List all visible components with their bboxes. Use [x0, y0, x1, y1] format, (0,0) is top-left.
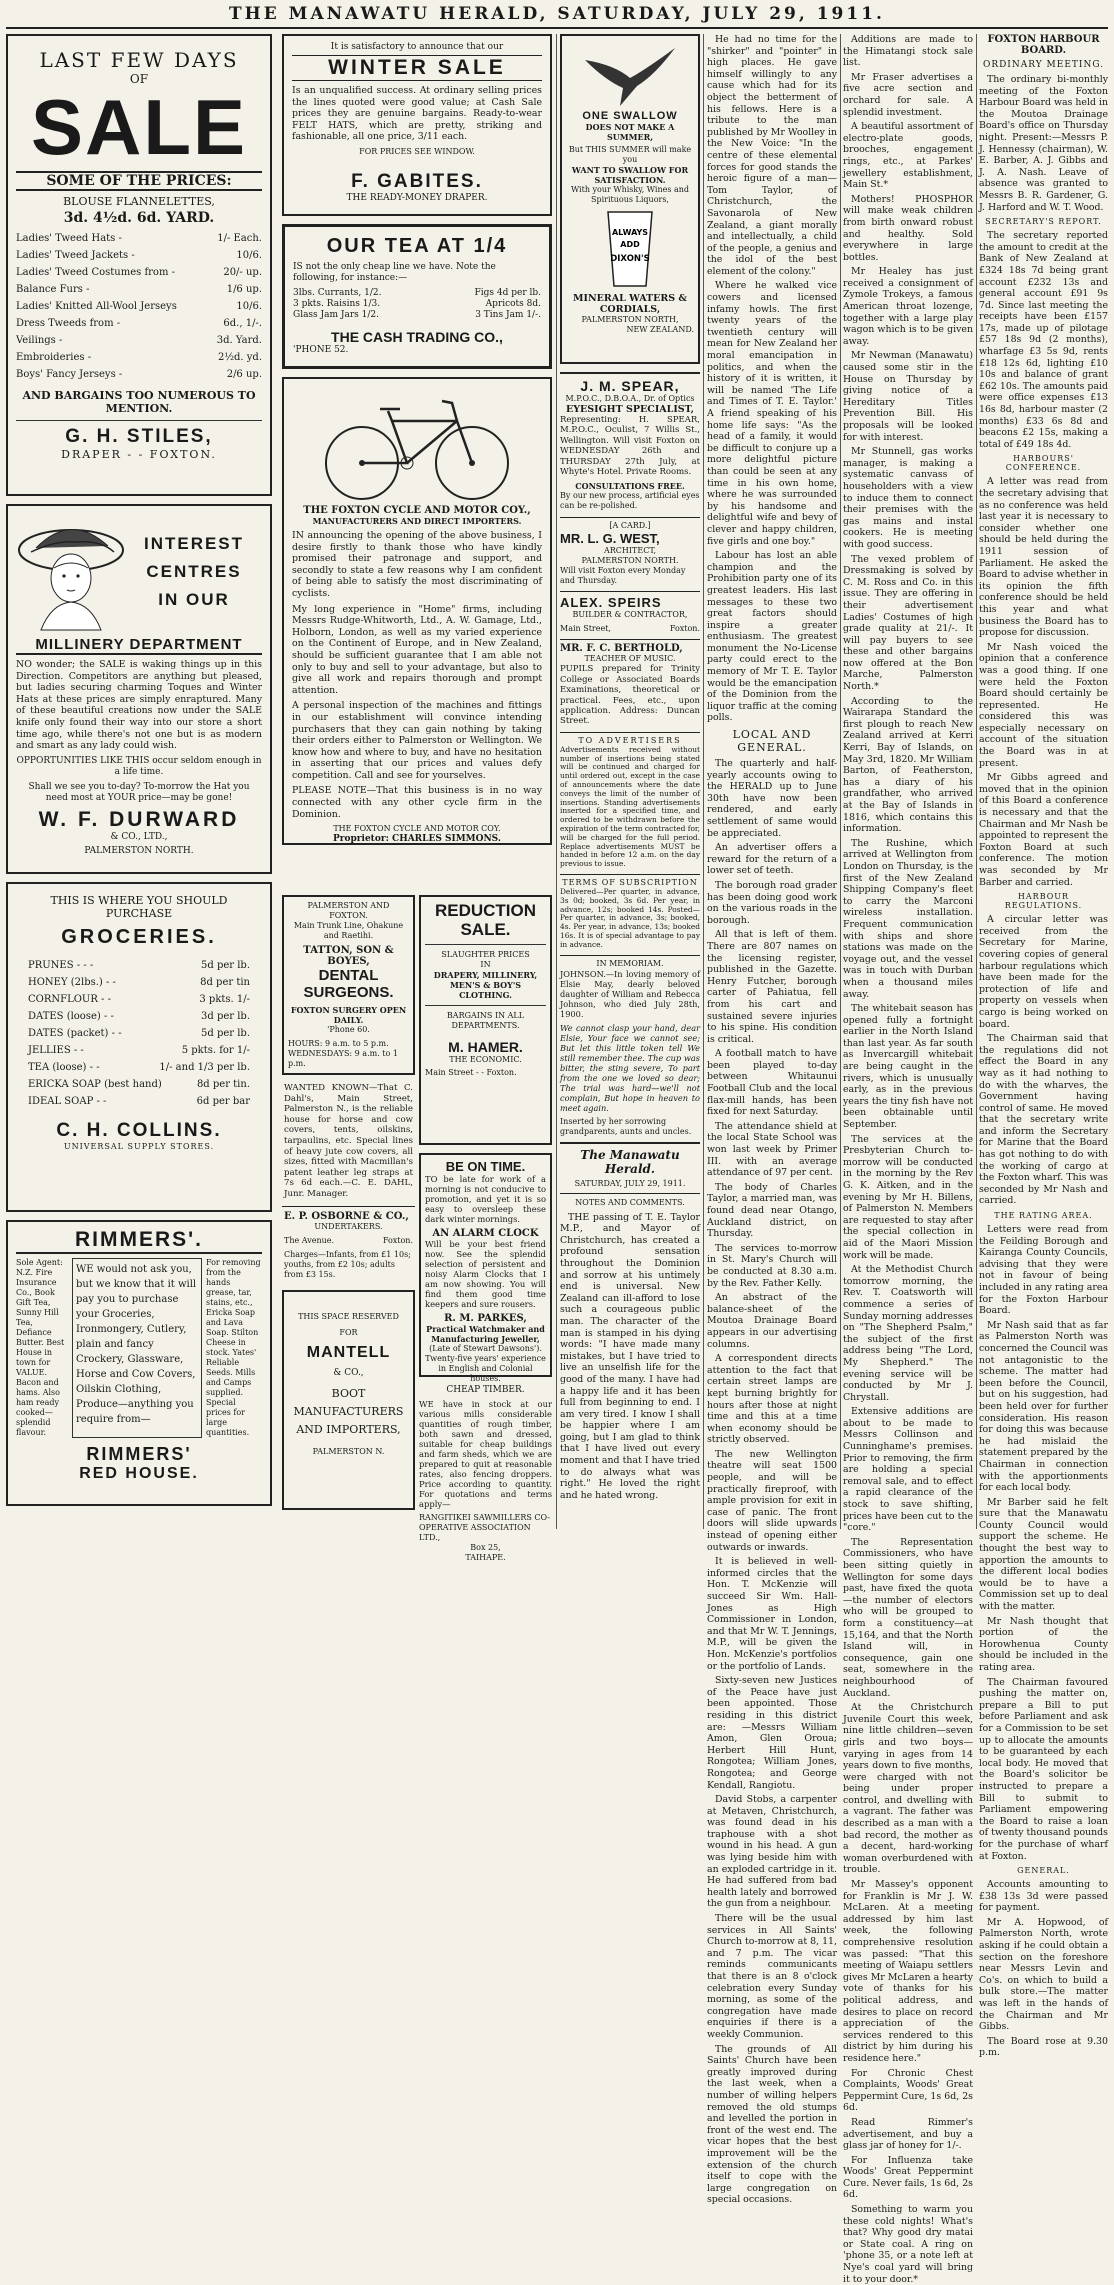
- spear-title: EYESIGHT SPECIALIST,: [566, 404, 694, 415]
- stiles-blouse: BLOUSE FLANNELETTES,: [63, 195, 215, 208]
- column-4: [707, 34, 837, 2206]
- herald-story-start: [560, 1212, 700, 1502]
- ontime-body: TO be late for work of a morning is not conducive to promotion, and yet it is so easy to oversleep these dark winter mornings.: [425, 1174, 546, 1224]
- herald-p3: Where he walked vice cowers and licensed infamy howls. The first twenty years of the twentieth century will mean for New Zealand her moral emancipation in politics, and when the history of it is written, it will be named 'The Life and Times of T. E. Taylor.' A friend speaking of his home life says: "As the head of a family, it would be difficult to conjure up a more delightful picture than could be seen at any time in his own home, where he was surrounded by his handsome and delightful wife and bevy of clever and happy children, five girls and one boy.": [707, 280, 837, 547]
- tatton-ad: [282, 895, 415, 1075]
- timber-body: WE have in stock at our various mills considerable quantities of rough timber, both sawn and dressed, suitable for cheap buildings and farm sheds, which we are prepared to quit at reasonable rates, also fencing droppers. Price according to quantity. For quotations and terms apply—: [419, 1399, 552, 1509]
- tea-head: OUR TEA AT 1/4: [326, 235, 508, 257]
- col6-p7: Mr Stunnell, gas works manager, is making a systematic canvass of householders with a view to induce them to connect their premises with the gas mains and instal cookers. He is meeting with good success.: [843, 446, 973, 550]
- herald-title: The Manawatu Herald.: [580, 1147, 680, 1176]
- stiles-ad: [6, 34, 272, 496]
- durward-place: PALMERSTON NORTH.: [84, 845, 194, 856]
- tea-ad: [282, 224, 552, 369]
- tea-phone: 'PHONE 52.: [293, 345, 349, 355]
- column-2-ads: [282, 34, 552, 854]
- harbour-p9: Mr Nash said that as far as Palmerston North was concerned the Council was not antagonistic to the scheme. The matter had been before the Council, but on his suggestion, had been held over for further consideration. His reason for doing this was because he had mislaid the statement prepared by the Chairman in connection with the apportionments for each local body.: [979, 1319, 1108, 1494]
- cycle-p3: A personal inspection of the machines and fittings in our establishment will convince intending purchasers that they can gain nothing by taking their orders either to Palmerston or Wellington. We know how and where to buy, and have no hesitation in asserting that our prices and values defy competition. Call and see for yourselves.: [292, 700, 542, 781]
- tea-r2: Apricots 8d.: [485, 299, 541, 309]
- west-visit: Will visit Foxton every Monday and Thursday.: [560, 566, 686, 586]
- col6-p15: The Representation Commissioners, who have been sitting quietly in Wellington for some days past, have fixed the quota—the number of electors who will be grouped to form a constituency—at 15,164, and that the North Island will, in consequence, gain one seat, somewhere in the neighbourhood of Auckland.: [843, 1536, 973, 1699]
- spear-tail: By our new process, artificial eyes can be re-polished.: [560, 491, 700, 511]
- swallow-nz: NEW ZEALAND.: [626, 325, 694, 334]
- tea-name: THE CASH TRADING CO.,: [331, 329, 503, 345]
- harbour-p4: Mr Nash voiced the opinion that a conference was a good thing. If one were held the Foxton Board should certainly be represented. He considered this was especially necessary on account of the situation the Board was in at present.: [979, 641, 1108, 769]
- collins-price-row: [28, 1025, 250, 1042]
- collins-name: C. H. COLLINS.: [56, 1120, 222, 1141]
- local-6: The attendance shield at the local State School was won last week by Primer III. with an average attendance of 97 per cent.: [707, 1120, 837, 1179]
- stiles-price-price: 6d., 1/-.: [223, 318, 262, 329]
- gabites-name: F. GABITES.: [351, 170, 483, 192]
- tatton-name: TATTON, SON & BOYES,: [303, 945, 394, 967]
- stiles-price-price: 1/- Each.: [217, 233, 262, 244]
- timber-head: CHEAP TIMBER.: [446, 1385, 525, 1395]
- collins-price-row: [28, 957, 250, 974]
- col6-p1: Additions are made to the Himatangi stock sale list.: [843, 34, 973, 69]
- hamer-name: M. HAMER.: [448, 1039, 523, 1055]
- cycle-foot: THE FOXTON CYCLE AND MOTOR COY.: [333, 824, 501, 834]
- herald-notes: NOTES AND COMMENTS.: [575, 1197, 685, 1207]
- local-14: David Stobs, a carpenter at Metaven, Christchurch, was found dead in his traphouse with a shot wound in his head. A gun was lying beside him with an exploded cartridge in it. He had suffered from bad health lately and borrowed the gun from a neighbour.: [707, 1794, 837, 1910]
- harbour-p6: A circular letter was received from the Secretary for Marine, covering copies of general harbour regulations which have been made for the protection of life and property on vessels when cargo is being worked on board.: [979, 914, 1108, 1030]
- stiles-sale: SALE: [30, 83, 248, 171]
- stiles-price-price: 20/- up.: [223, 267, 262, 278]
- stiles-price-price: 10/6.: [236, 250, 262, 261]
- harbour-p7: The Chairman said that the regulations did not effect the Board in any way as it had nothing to do with the wharves, the Government having control of same. He moved that the secretary write and inform the Secretary for Marine that the Board has got nothing to do with the working of cargo at the Foxton wharf. This was seconded by Mr Nash and carried.: [979, 1033, 1108, 1207]
- bicycle-illustration: [312, 385, 522, 505]
- tea-r1: Figs 4d per lb.: [474, 288, 541, 298]
- tea-l2: 3 pkts. Raisins 1/3.: [293, 299, 381, 309]
- tatton-sub: FOXTON SURGERY OPEN DAILY.: [290, 1005, 407, 1025]
- subscription-head: TERMS OF SUBSCRIPTION: [562, 878, 698, 888]
- herald-nameplate: [560, 1142, 700, 1194]
- stiles-price-item: Balance Furs -: [16, 284, 90, 295]
- column-rule: [703, 34, 704, 1529]
- swallow-illustration: [575, 40, 685, 110]
- collins-price-row: [28, 991, 250, 1008]
- mantell-trade: BOOT MANUFACTURERS AND IMPORTERS,: [293, 1386, 404, 1436]
- local-16: The grounds of All Saints' Church have been greatly improved during the last week, when a number of willing helpers removed the old stumps and levelled the portion in front of the west end. The vicar hopes that the best improvement will be the extension of the church itself to cope with the large congregation on special occasions.: [707, 2043, 837, 2206]
- column-3: [560, 34, 700, 1529]
- stiles-price-row: [16, 247, 262, 264]
- stiles-price-price: 2/6 up.: [226, 369, 262, 380]
- col6-p10: The Rushine, which arrived at Wellington from London on Thursday, is the first of the New Zealand Shipping Company's fleet to carry the Marconi wireless installation. Frequent communication with ships and shore stations was made on the voyage out, and the vessel was in touch with Durban when a thousand miles away.: [843, 837, 973, 1000]
- advertisers-notice: [560, 732, 700, 869]
- stiles-price-item: Ladies' Knitted All-Wool Jerseys: [16, 301, 177, 312]
- speirs-title: BUILDER & CONTRACTOR,: [572, 610, 688, 620]
- tea-r3: 3 Tins Jam 1/-.: [475, 310, 541, 320]
- swallow-but: But THIS SUMMER will make you: [568, 145, 692, 164]
- harbour-p13: Accounts amounting to £38 13s 3d were passed for payment.: [979, 1879, 1108, 1914]
- collins-price-item: ERICKA SOAP (best hand): [28, 1079, 162, 1090]
- harbour-p11: Mr Nash thought that portion of the Horowhenua County should be included in the rating area.: [979, 1615, 1108, 1673]
- harbour-regs: HARBOUR REGULATIONS.: [1004, 892, 1083, 911]
- collins-price-price: 5d per lb.: [201, 960, 250, 971]
- col6-p16: At the Christchurch Juvenile Court this week, nine little children—seven girls and two boys—varying in ages from 14 years down to five months, were charged with not being under proper control, and dwelling with a vagrant. The father was described as a man with a bad record, the mother as a decent, hard-working woman overburdened with trouble.: [843, 1702, 973, 1876]
- gabites-see: FOR PRICES SEE WINDOW.: [359, 146, 475, 156]
- harbour-p1: The ordinary bi-monthly meeting of the Foxton Harbour Board was held in the Moutoa Drainage Board's office on Thursday night. Present:—Messrs P. J. Hennessy (chairman), W. E. Barber, A. J. Gibbs and J. A. Nash. Leave of absence was granted to Messrs B. R. Gardener, G. J. Harford and W. T. Wood.: [979, 74, 1108, 213]
- local-1: The quarterly and half-yearly accounts owing to the HERALD up to June 30th have now been rendered, and early settlement of same would be appreciated.: [707, 758, 837, 839]
- osborne-ad: [282, 1206, 415, 1284]
- harbour-p5: Mr Gibbs agreed and moved that in the opinion of this Board a conference is necessary and that the Chairman and Mr Nash be appointed to represent the Foxton Board at such conference. The motion was seconded by Mr Barber and carried.: [979, 772, 1108, 888]
- stiles-price-row: [16, 230, 262, 247]
- stiles-trade: DRAPER - - FOXTON.: [61, 448, 217, 461]
- col6-p6: Mr Newman (Manawatu) caused some stir in the House on Thursday by giving notice of a Hereditary Titles Prevention Bill. His proposals will be looked for with interest.: [843, 350, 973, 443]
- advertisers-head: TO ADVERTISERS: [578, 735, 682, 745]
- harbour-secretary: SECRETARY'S REPORT.: [985, 217, 1102, 227]
- collins-price-row: [28, 1093, 250, 1110]
- stiles-line2: OF: [129, 72, 149, 86]
- stiles-price-price: 2½d. yd.: [217, 352, 262, 363]
- stiles-price-row: [16, 264, 262, 281]
- collins-price-row: [28, 1059, 250, 1076]
- swallow-mineral: MINERAL WATERS & CORDIALS,: [573, 293, 687, 315]
- harbour-p10: Mr Barber said he felt sure that the Manawatu County Council would support the scheme. He thought the best way to apportion the amounts to the different local bodies would be to have a Commission set up to deal with the matter.: [979, 1496, 1108, 1613]
- stiles-price-item: Boys' Fancy Jerseys -: [16, 369, 123, 380]
- tatton-head: DENTAL SURGEONS.: [303, 967, 394, 1001]
- tea-l1: 3lbs. Currants, 1/2.: [293, 288, 382, 298]
- hamer-head2: SALE.: [460, 920, 511, 939]
- gabites-body: Is an unqualified success. At ordinary selling prices the lines quoted were good value; at Cash Sale prices they are genuine bargains. Ready-to-wear FELT HATS, which are pretty, striking and fashionable, all one price, 3/11 each.: [292, 85, 542, 143]
- durward-body: NO wonder; the SALE is waking things up in this Direction. Competitors are anything but pleased, but ladies securing charming Toques and Winter Hats at these prices are simply enraptured. Many of these beautiful creations now under the SALE knife only found their way into our store a short time ago, while there's not one but is as modern and smart as any lady could wish.: [16, 659, 262, 752]
- column-2b: [419, 895, 552, 1562]
- collins-price-price: 5 pkts. for 1/-: [181, 1045, 250, 1056]
- osborne-town: Foxton.: [382, 1235, 413, 1245]
- harbour-p12: The Chairman favoured pushing the matter on, prepare a Bill to put before Parliament and ask for a Commission to be set up to allocate the amounts to be guaranteed by each local body. He moved that the Board's solicitor be instructed to prepare a Bill to submit to Parliament empowering the Board to raise a loan of twenty thousand pounds for the purchase of wharf at Foxton.: [979, 1676, 1108, 1862]
- gabites-head: WINTER SALE: [292, 55, 542, 81]
- stiles-blouse-prices: 3d. 4½d. 6d. YARD.: [63, 210, 215, 226]
- col6-p14: Extensive additions are about to be made to Messrs Collinson and Cunninghame's premises. Prior to removing, the firm are holding a special removal sale, and to effect a rapid clearance of the stock to save shifting, prices have been cut to the "core.": [843, 1406, 973, 1534]
- col6-p8: The vexed problem of Dressmaking is solved by C. M. Ross and Co. in this issue. They are offering in their advertisement Ladies' Costumes of high grade quality at 21/-. It will pay buyers to see these and other bargains now offered at the Bon Marche, Palmerston North.*: [843, 553, 973, 693]
- osborne-tag: UNDERTAKERS.: [314, 1221, 383, 1231]
- column-rule: [976, 34, 977, 1529]
- memoriam-body: JOHNSON.—In loving memory of Elsie May, dearly beloved daughter of William and Rebecca Johnson, who died July 28th, 1900.: [560, 968, 700, 1019]
- wanted-text: WANTED KNOWN—That C. Dahl's, Main Street, Palmerston N., is the reliable house for horse and cow covers, tents, oilskins, tarpaulins, etc. Special lines of heavy jute cow covers, all sizes, fitted with Macmillan's patent leather leg straps at 7s 6d each.—C. E. DAHL, Junr. Manager.: [284, 1083, 413, 1199]
- col6-p19: Read Rimmer's advertisement, and buy a glass jar of honey for 1/-.: [843, 2116, 973, 2152]
- stiles-price-item: Dress Tweeds from -: [16, 318, 121, 329]
- column-rule: [556, 34, 557, 1529]
- collins-price-row: [28, 1008, 250, 1025]
- tatton-loc: Main Trunk Line, Ohakune and Raetihi.: [293, 921, 404, 940]
- local-11: The new Wellington theatre will seat 1500 people, and will be practically fireproof, with ample provision for exit in case of panic. The front doors will slide upwards instead of opening either outwards or inwards.: [707, 1448, 837, 1553]
- hamer-bargains: BARGAINS IN ALL DEPARTMENTS.: [446, 1011, 525, 1030]
- collins-price-item: CORNFLOUR - -: [28, 994, 111, 1005]
- harbour-p3: A letter was read from the secretary advising that as no conference was held last year it is necessary to consider whether one should be held during the 1911 session of Parliament. He asked the Board to advise whether in its opinion the fifth conference should be held this year and what business the Board has to propose for discussion.: [979, 476, 1108, 639]
- collins-price-price: 5d per lb.: [201, 1028, 250, 1039]
- herald-date: SATURDAY, JULY 29, 1911.: [574, 1178, 686, 1188]
- cycle-ad: [282, 377, 552, 845]
- collins-price-price: 1/- and 1/3 per lb.: [159, 1062, 250, 1073]
- ontime-trade: Practical Watchmaker and Manufacturing Jeweller,: [426, 1324, 545, 1344]
- harbour-general: GENERAL.: [1017, 1866, 1070, 1876]
- harbour-p14: Mr A. Hopwood, of Palmerston North, wrote asking if he could obtain a section on the foreshore near Messrs Levin and Co's. on which to build a bulk store.—The matter was left in the hands of the Chairman and Mr Gibbs.: [979, 1916, 1108, 2033]
- tatton-top: PALMERSTON AND FOXTON.: [307, 901, 390, 920]
- mantell-co: & CO.,: [333, 1367, 364, 1378]
- hamer-in: IN: [480, 960, 491, 969]
- rimmers-ad: [6, 1220, 272, 1506]
- hamer-ad: [419, 895, 552, 1145]
- stiles-price-item: Ladies' Tweed Hats -: [16, 233, 122, 244]
- local-3: The borough road grader has been doing good work on the various roads in the borough.: [707, 879, 837, 926]
- hamer-tag: THE ECONOMIC.: [449, 1055, 522, 1064]
- west-card: [A CARD.]: [609, 521, 651, 531]
- column-2a: [282, 895, 415, 1529]
- local-general-head: LOCAL AND GENERAL.: [732, 728, 812, 755]
- collins-intro: THIS IS WHERE YOU SHOULD PURCHASE: [50, 894, 228, 920]
- cycle-p4: PLEASE NOTE—That this business is in no way connected with any other cycle firm in the Dominion.: [292, 785, 542, 820]
- masthead: THE MANAWATU HERALD, SATURDAY, JULY 29, 1911.: [229, 4, 885, 24]
- memoriam-sign: Inserted by her sorrowing grandparents, aunts and uncles.: [560, 1116, 692, 1136]
- cycle-p2: My long experience in "Home" firms, including Messrs Rudge-Whitworth, Ltd., A. W. Gamage, Ltd., Holborn, London, as well as my varied experience on the Continent of Europe, and in New Zealand, should be sufficient guarantee that I am able not only to buy and sell to your advantage, but also to give all work and repairs thorough and prompt attention.: [292, 603, 542, 696]
- collins-price-item: PRUNES - - -: [28, 960, 94, 971]
- mantell-place: PALMERSTON N.: [312, 1446, 385, 1456]
- stiles-price-row: [16, 332, 262, 349]
- rimmers-head: RIMMERS'.: [16, 1228, 262, 1254]
- berthold-ad: [560, 639, 700, 726]
- collins-head: GROCERIES.: [61, 926, 217, 948]
- ontime-late: (Late of Stewart Dawsons'). Twenty-five years' experience in English and Colonial houses.: [425, 1344, 546, 1383]
- col6-p4: Mothers! PHOSPHOR will make weak children from birth onward robust and healthy. Sold everywhere in large bottles.: [843, 193, 973, 263]
- durward-h3: IN OUR: [158, 590, 230, 609]
- local-8: The services to-morrow in St. Mary's Church will be conducted at 8.30 a.m. by the Rev. Father Kelly.: [707, 1242, 837, 1289]
- col6-p20: For Influenza take Woods' Great Peppermint Cure. Never fails, 1s 6d, 2s 6d.: [843, 2154, 973, 2201]
- col6-p2: Mr Fraser advertises a five acre section and orchard for sale. A splendid investment.: [843, 71, 973, 118]
- col6-p17: Mr Massey's opponent for Franklin is Mr J. W. McLaren. At a meeting addressed by him last week, the following comprehensive resolution was passed: "That this meeting of Waiapu settlers gives Mr McLaren a hearty vote of thanks for his political address, and desires to place on record appreciation of the services rendered to this district by him during his residence here.": [843, 1879, 973, 2064]
- durward-shall: Shall we see you to-day? To-morrow the Hat you need most at YOUR price—may be gone!: [28, 781, 250, 803]
- collins-price-price: 3 pkts. 1/-: [199, 994, 250, 1005]
- swallow-head: ONE SWALLOW: [582, 110, 678, 122]
- stiles-price-item: Ladies' Tweed Jackets -: [16, 250, 135, 261]
- collins-price-price: 8d per tin.: [196, 1079, 250, 1090]
- spear-name: J. M. SPEAR,: [580, 378, 680, 394]
- durward-h2: CENTRES: [146, 562, 242, 581]
- durward-co: & CO., LTD.,: [110, 831, 168, 842]
- speirs-town: Foxton.: [669, 624, 700, 634]
- stiles-price-row: [16, 349, 262, 366]
- glass-line3: DIXON'S: [610, 254, 650, 264]
- speirs-ad: [560, 591, 700, 634]
- col6-p21: Something to warm you these cold nights! What's that? Why good dry matai or State coal. A ring on 'phone 35, or a note left at Nye's coal yard will bring it to your door.*: [843, 2204, 973, 2285]
- rimmers-mid: WE would not ask you, but we know that it will pay you to purchase your Groceries, Ironmongery, Cutlery, plain and fancy Crockery, Glassware, Horse and Cow Covers, Oilskin Clothing, Produce—anything you require from—: [72, 1258, 202, 1438]
- stiles-price-price: 3d. Yard.: [216, 335, 262, 346]
- stiles-price-item: Embroideries -: [16, 352, 92, 363]
- ontime-body2: Will be your best friend now. See the splendid selection of persistent and noisy Alarm Clocks that I am now showing. You will find them good time keepers and sure rousers.: [425, 1239, 546, 1309]
- swallow-ad: [560, 34, 700, 364]
- tatton-hours: HOURS: 9 a.m. to 5 p.m.: [288, 1039, 389, 1048]
- timber-box: Box 25,: [470, 1543, 501, 1552]
- spear-consult: CONSULTATIONS FREE.: [575, 481, 685, 492]
- ontime-ad: [419, 1153, 552, 1383]
- collins-price-item: TEA (loose) - -: [28, 1062, 100, 1073]
- col6-p11: The whitebait season has opened fully a fortnight earlier in the North Island than last year. As far south as Invercargill whitebait are being caught in the rivers, which is unusually early, as in the previous years the tiny fish have not been obtainable until September.: [843, 1003, 973, 1131]
- mantell-ad: [282, 1290, 415, 1510]
- stiles-price-item: Ladies' Tweed Costumes from -: [16, 267, 175, 278]
- stiles-name: G. H. STILES,: [65, 426, 213, 447]
- collins-price-row: [28, 974, 250, 991]
- collins-price-price: 3d per lb.: [201, 1011, 250, 1022]
- swallow-with: With your Whisky, Wines and Spirituous Liquors,: [570, 185, 690, 204]
- durward-opp: OPPORTUNITIES LIKE THIS occur seldom enough in a life time.: [16, 755, 262, 777]
- collins-price-price: 6d per bar: [196, 1096, 250, 1107]
- stiles-price-list: [16, 230, 262, 383]
- col6-p12: The services at the Presbyterian Church to-morrow will be conducted in the morning by the Rev G. K. Aitken, and in the evening by Mr H. Billens, of Palmerston N. Members are requested to stay after the special collection in aid of the Maori Mission work will be made.: [843, 1133, 973, 1261]
- memoriam-head: IN MEMORIAM.: [596, 958, 664, 968]
- swallow-place: PALMERSTON NORTH,: [581, 315, 679, 324]
- stiles-sub: SOME OF THE PRICES:: [16, 171, 262, 191]
- swallow-want: WANT TO SWALLOW FOR SATISFACTION.: [571, 165, 689, 185]
- local-2: An advertiser offers a reward for the return of a lower set of teeth.: [707, 842, 837, 877]
- collins-price-list: [16, 957, 262, 1110]
- gabites-intro: It is satisfactory to announce that our: [330, 42, 504, 52]
- column-1: [6, 34, 272, 1529]
- memoriam-verse: We cannot clasp your hand, dear Elsie, Your face we cannot see; But let this little token tell We still remember thee. The cup was bitter, the sting severe, To part from the one we loved so dear; The trial was hard—we'll not complain, But hope in heaven to meet again.: [560, 1022, 700, 1113]
- harbour-head: FOXTON HARBOUR BOARD.: [987, 34, 1100, 56]
- rimmers-foot2: RED HOUSE.: [79, 1465, 199, 1482]
- collins-price-price: 8d per tin: [200, 977, 250, 988]
- collins-price-item: JELLIES - -: [28, 1045, 84, 1056]
- spear-ad: [560, 372, 700, 511]
- mantell-name: MANTELL: [306, 1343, 391, 1361]
- cycle-sub: MANUFACTURERS AND DIRECT IMPORTERS.: [312, 516, 522, 526]
- stiles-price-row: [16, 366, 262, 383]
- local-7: The body of Charles Taylor, a married man, was found dead near Otango, Auckland district, on Thursday.: [707, 1181, 837, 1240]
- ontime-alarm: AN ALARM CLOCK: [432, 1228, 539, 1239]
- stiles-close: AND BARGAINS TOO NUMEROUS TO MENTION.: [22, 389, 256, 415]
- collins-ad: [6, 882, 272, 1212]
- tea-l3: Glass Jam Jars 1/2.: [293, 310, 380, 320]
- col6-p9: According to the Wairarapa Standard the first plough to reach New Zealand arrived at Kerri Kerri, Bay of Islands, on May 3rd, 1820. Mr William Barton, of Featherston, has a diary of his grandfather, who arrived at the Bay of Islands in 1816, which contains this information.: [843, 695, 973, 835]
- mantell-for: FOR: [339, 1327, 358, 1337]
- local-4: All that is left of them. There are 807 names on the licensing register, published in the Gazette. Henry Futcher, borough carter of Pahiatua, fell from his cart and sustained severe injuries to his spine. His condition is critical.: [707, 929, 837, 1045]
- glass-line2: ADD: [620, 240, 640, 249]
- berthold-title: TEACHER OF MUSIC.: [584, 654, 676, 664]
- durward-h1: INTEREST: [143, 534, 245, 553]
- hamer-lines: DRAPERY, MILLINERY, MEN'S & BOY'S CLOTHING.: [433, 970, 538, 1000]
- ontime-head: BE ON TIME.: [445, 1159, 526, 1174]
- timber-name: RANGITIKEI SAWMILLERS CO-OPERATIVE ASSOCIATION LTD.,: [419, 1513, 551, 1542]
- harbour-p15: The Board rose at 9.30 p.m.: [979, 2035, 1108, 2059]
- local-13: Sixty-seven new Justices of the Peace have just been appointed. Those residing in this district are: —Messrs William Amon, Glen Oroua; Herbert Hill Hunt, Rongotea; William Jones, Rongotea; and George Kendall, Rangiotu.: [707, 1675, 837, 1791]
- subscription-body: Delivered—Per quarter, in advance, 3s 0d; booked, 3s 6d. Per year, in advance, 12s; booked 14s. Posted—Per quarter, in advance, 3s; booked, 4s. Per year, in advance, 13s; booked 16s. It is of special advantage to pay in advance.: [560, 887, 700, 949]
- west-title: ARCHITECT,: [603, 546, 657, 556]
- herald-p2: He had no time for the "shirker" and "pointer" in high places. He gave himself willingly to any cause which had for its object the betterment of his fellows. Here is a tribute to the man published by Mr Woolley in the New Voice: "In the centre of these elemental forces for good stands the heroic figure of a man—Tom Taylor, of Christchurch, the Savonarola of New Zealand, a giant morally and intellectually, a child of the people, a genius and the idol of the best element of the colony.": [707, 34, 837, 277]
- collins-price-item: HONEY (2lbs.) - -: [28, 977, 116, 988]
- wanted-ad: [282, 1083, 415, 1200]
- ontime-name: R. M. PARKES,: [444, 1313, 527, 1324]
- west-place: PALMERSTON NORTH.: [581, 556, 679, 566]
- local-10: A correspondent directs attention to the fact that certain street lamps are kept burning brightly for hours after those at night time and this at a time when economy should be strictly observed.: [707, 1353, 837, 1446]
- col6-p18: For Chronic Chest Complaints, Woods' Great Peppermint Cure, 1s 6d, 2s 6d.: [843, 2067, 973, 2114]
- memoriam-notice: [560, 955, 700, 1137]
- gabites-ad: [282, 34, 552, 216]
- stiles-price-price: 10/6.: [236, 301, 262, 312]
- gabites-tag: THE READY-MONEY DRAPER.: [346, 192, 488, 203]
- lady-hat-illustration: [16, 512, 126, 632]
- hamer-slaughter: SLAUGHTER PRICES: [441, 950, 530, 959]
- spear-body: Representing: H. SPEAR, M.P.O.C., Oculist, 7 Willis St., Wellington. Will visit Foxton on WEDNESDAY 26th and THURSDAY 27th July, at Whyte's Hotel. Private Rooms.: [560, 415, 700, 478]
- tea-intro: IS not the only cheap line we have. Note the following, for instance:—: [293, 262, 496, 283]
- harbour-p8: Letters were read from the Feilding Borough and Kairanga County Councils, advising that they were not in favour of being included in any rating area for the Foxton Harbour Board.: [979, 1224, 1108, 1317]
- timber-ad: [419, 1385, 552, 1563]
- durward-ad: [6, 504, 272, 874]
- column-6: [979, 34, 1108, 2059]
- stiles-price-row: [16, 315, 262, 332]
- osborne-name: E. P. OSBORNE & CO.,: [284, 1210, 409, 1222]
- tatton-wed: WEDNESDAYS: 9 a.m. to 1 p.m.: [288, 1049, 398, 1068]
- swallow-sub: DOES NOT MAKE A SUMMER,: [585, 122, 675, 142]
- collins-price-item: IDEAL SOAP - -: [28, 1096, 107, 1107]
- collins-tag: UNIVERSAL SUPPLY STORES.: [63, 1142, 215, 1151]
- cycle-p1: IN announcing the opening of the above business, I desire firstly to thank those who have kindly promised their patronage and support, and secondly to state a few reasons why I am confident of being able to satisfy the most discriminating of cyclists.: [292, 530, 542, 599]
- column-rule: [840, 34, 841, 1529]
- hamer-head1: REDUCTION: [434, 901, 537, 920]
- rimmers-right: For removing from the hands grease, tar, stains, etc., Ericka Soap and Lava Soap. Stilton Cheese in stock. Yates' Reliable Seeds. Mills and Camps supplied. Special prices for large quantities.: [206, 1258, 261, 1437]
- column-5: [843, 34, 973, 2285]
- collins-price-item: DATES (loose) - -: [28, 1011, 114, 1022]
- durward-name: W. F. DURWARD: [38, 807, 240, 831]
- col6-p3: A beautiful assortment of electro-plate goods, brooches, engagement rings, etc., at Parkes' jewellery establishment, Main St.*: [843, 121, 973, 191]
- glass-line1: ALWAYS: [611, 228, 649, 237]
- rimmers-foot1: RIMMERS': [86, 1444, 192, 1464]
- col6-p5: Mr Healey has just received a consignment of Zymole Trokeys, a famous American throat lozenge, together with a large play wagon which is to be given away.: [843, 266, 973, 347]
- harbour-sub: ORDINARY MEETING.: [982, 60, 1105, 70]
- collins-price-item: DATES (packet) - -: [28, 1028, 122, 1039]
- harbour-rating: THE RATING AREA.: [994, 1211, 1093, 1221]
- durward-dept: MILLINERY DEPARTMENT: [16, 636, 262, 655]
- local-5: A football match to have been played to-day between Whitaunui Football Club and the local flax-mill hands, has been fixed for next Saturday.: [707, 1048, 837, 1118]
- speirs-name: ALEX. SPEIRS: [560, 595, 662, 611]
- stiles-price-row: [16, 298, 262, 315]
- herald-p1: THE passing of T. E. Taylor M.P., and Mayor of Christchurch, has created a profound sensation throughout the Dominion and sorrow at his untimely end is universal. New Zealand can ill-afford to lose such a courageous public man. The character of the man is stamped in his dying words: "I have made many mistakes, but I have tried to live an unselfish life for the good of the many. I have had a happy life and it has been full from beginning to end. I am very tired. I know I shall be happier where I am going, but I am glad to think that I have lived out every moment and that I have tried to do always what was right." He loved the right and he hated wrong.: [560, 1211, 700, 1501]
- stiles-price-price: 1/6 up.: [226, 284, 262, 295]
- glass-illustration: [605, 209, 655, 289]
- tatton-phone: 'Phone 60.: [327, 1025, 370, 1034]
- stiles-price-item: Veilings -: [16, 335, 63, 346]
- local-9: An abstract of the balance-sheet of the Moutoa Drainage Board appears in our advertising columns.: [707, 1292, 837, 1350]
- rimmers-left: Sole Agent: N.Z. Fire Insurance Co., Book Gift Tea, Sunny Hill Tea, Defiance Butter. Best House in town for VALUE. Bacon and hams. Also ham ready cooked—splendid flavour.: [16, 1258, 65, 1437]
- herald-p4: Labour has lost an able champion and the Prohibition party one of its greatest leaders. His last messages to these two great factors should inspire a greater enthusiasm. The greatest monument the No-License party could erect to the memory of Mr T. E. Taylor would be the emancipation of the Dominion from the liquor traffic at the coming polls.: [707, 550, 837, 724]
- local-12: It is believed in well-informed circles that the Hon. T. McKenzie will succeed Sir Wm. Hall-Jones as High Commissioner in London, and that Mr W. T. Jennings, M.P., will be given the Hon. McKenzie's portfolios or the portfolio of Lands.: [707, 1556, 837, 1672]
- west-ad: [560, 517, 700, 586]
- stiles-line1: LAST FEW DAYS: [39, 48, 239, 72]
- speirs-street: Main Street,: [560, 624, 611, 634]
- advertisers-body: Advertisements received without number of insertions being stated will be continued and charged for until ordered out, except in the case of announcements where the date conveys the limit of the number of insertions. Standing advertisements inserted for a specified time, and ordered to be withdrawn before the expiration of the term contracted for, will be charged for the full period. Replace advertisements MUST be handed in before 12 a.m. on the day previous to issue.: [560, 744, 700, 869]
- subscription-notice: [560, 874, 700, 950]
- osborne-addr: The Avenue.: [284, 1235, 335, 1245]
- local-15: There will be the usual services in All Saints' Church to-morrow at 8, 11, and 7 p.m. The vicar reminds communicants that there is an 8 o'clock celebration every Sunday morning, as some of the congregation have made enquiries if there is a weekly Communion.: [707, 1913, 837, 2040]
- harbour-conference: HARBOURS' CONFERENCE.: [1005, 454, 1082, 473]
- spear-quals: M.P.O.C., D.B.O.A., Dr. of Optics: [565, 394, 695, 403]
- hamer-street: Main Street - - Foxton.: [425, 1068, 517, 1077]
- osborne-charges: Charges—Infants, from £1 10s; youths, from £2 10s; adults from £3 15s.: [284, 1249, 411, 1279]
- collins-price-row: [28, 1076, 250, 1093]
- stiles-price-row: [16, 281, 262, 298]
- col6-p13: At the Methodist Church tomorrow morning, the Rev. T. Coatsworth will commence a series of Sunday morning addresses on "The Shepherd Psalm," the subject of the first address being "The Lord, My Shepherd." The evening service will be conducted by Mr J. Chrystall.: [843, 1264, 973, 1403]
- timber-town: TAIHAPE.: [465, 1553, 506, 1562]
- masthead-rule: [6, 27, 1108, 29]
- cycle-head: THE FOXTON CYCLE AND MOTOR COY.,: [303, 505, 531, 516]
- cycle-prop: Proprietor: CHARLES SIMMONS.: [332, 834, 501, 845]
- collins-price-row: [28, 1042, 250, 1059]
- west-name: MR. L. G. WEST,: [560, 531, 660, 547]
- berthold-name: MR. F. C. BERTHOLD,: [560, 643, 683, 655]
- harbour-p2: The secretary reported the amount to credit at the Bank of New Zealand at £324 18s 7d being grant account £232 13s and general account £91 9s 7d. Since last meeting the receipts have been £157 17s, made up of pilotage £57 18s 9d (2 months), wharfage £3 5s 9d, rents £18 12s 6d, lighting £10 10s and balance of grant £62 10s. The amounts paid were office expenses £13 16s 8d, harbour master (2 months) £33 6s 8d and beacons £2 15s, making a total of £49 18s 4d.: [979, 230, 1108, 450]
- berthold-body: PUPILS prepared for Trinity College or Associated Boards Examinations, theoretical or practical. Fees, etc., upon application. Address: Duncan Street.: [560, 664, 700, 727]
- mantell-reserved: THIS SPACE RESERVED: [298, 1311, 399, 1321]
